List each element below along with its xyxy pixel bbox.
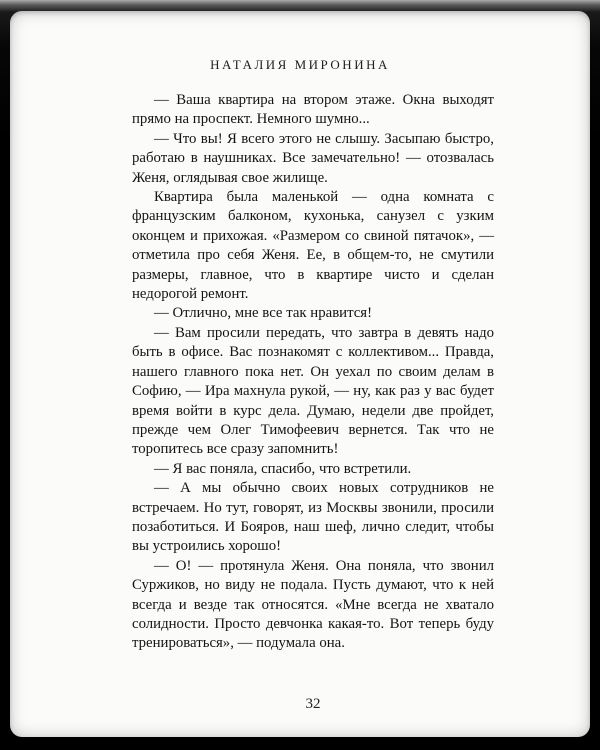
body-text [132,91,494,654]
running-header: НАТАЛИЯ МИРОНИНА [210,57,390,72]
page [10,11,590,737]
paragraph: — Ваша квартира на втором этаже. Окна выходят прямо на проспект. Немного шумно... [132,92,494,128]
paragraph: — Отлично, мне все так нравится! [154,305,373,322]
paragraph: — О! — протянула Женя. Она поняла, что звонил Суржиков, но виду не подала. Пусть думают, что к ней всегда и везде так относятся. «Мне всегда не хватало солидности. Просто девчонка какая-то. Вот теперь буду тренироваться», — подумала она. [132,557,494,652]
paragraph: Квартира была маленькой — одна комната с французским балконом, кухонька, санузел с узким оконцем и прихожая. «Размером со свиной пятачок», — отметила про себя Женя. Ее, в общем-то, не смутили размеры, главное, что в квартире чисто и сделан недорогой ремонт. [132,189,494,303]
page-number: 32 [305,696,321,712]
paragraph: — Я вас поняла, спасибо, что встретили. [154,460,412,477]
paragraph: — А мы обычно своих новых сотрудников не встречаем. Но тут, говорят, из Москвы звонили, просили позаботиться. И Бояров, наш шеф, лично следит, чтобы вы устроились хорошо! [132,480,494,555]
paragraph: — Вам просили передать, что завтра в девять надо быть в офисе. Вас познакомят с коллективом... Правда, нашего главного пока нет. Он уехал по своим делам в Софию, — Ира махнула рукой, — ну, как раз у вас будет время войти в курс дела. Думаю, недели две пройдет, прежде чем Олег Тимофеевич вернется. Так что не торопитесь все сразу запомнить! [132,324,494,458]
paragraph: — Что вы! Я всего этого не слышу. Засыпаю быстро, работаю в наушниках. Все замечательно! — отозвалась Женя, оглядывая свое жилище. [132,130,494,186]
